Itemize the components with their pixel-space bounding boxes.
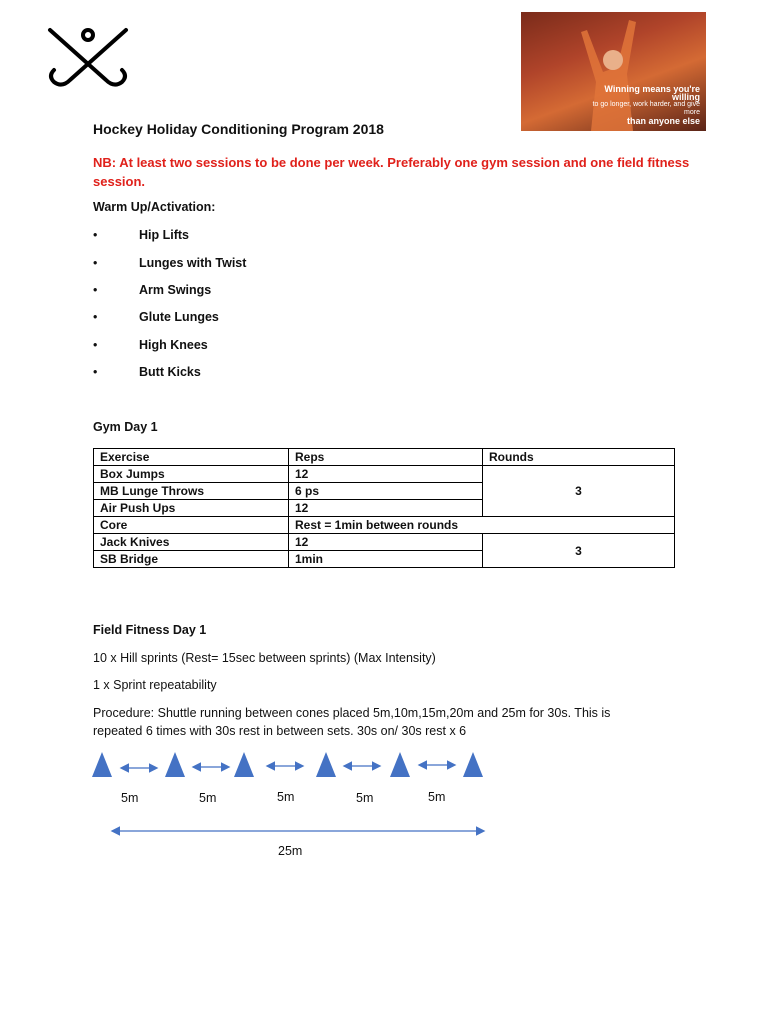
rest-note-cell: Rest = 1min between rounds <box>289 517 675 534</box>
reps-cell: 12 <box>289 534 483 551</box>
motivational-photo <box>521 12 706 131</box>
gym-heading: Gym Day 1 <box>93 420 158 434</box>
exercise-cell: Jack Knives <box>94 534 289 551</box>
bullet-icon: • <box>93 256 98 270</box>
bullet-icon: • <box>93 338 98 352</box>
hill-sprints-text: 10 x Hill sprints (Rest= 15sec between sprints) (Max Intensity) <box>93 651 436 665</box>
rounds-cell: 3 <box>483 534 675 568</box>
distance-label: 5m <box>121 791 139 805</box>
column-header: Reps <box>289 449 483 466</box>
session-note: NB: At least two sessions to be done per week. Preferably one gym session and one field fitness session. <box>93 155 690 189</box>
cone-icon <box>463 752 483 777</box>
reps-cell: 6 ps <box>289 483 483 500</box>
cone-icon <box>92 752 112 777</box>
table-row <box>94 534 675 551</box>
table-header-row <box>94 449 675 466</box>
exercise-cell: Box Jumps <box>94 466 289 483</box>
distance-label: 5m <box>428 790 446 804</box>
warmup-item: Arm Swings <box>139 283 212 297</box>
reps-cell: 12 <box>289 466 483 483</box>
warmup-item: High Knees <box>139 338 208 352</box>
hockey-sticks-logo <box>44 24 132 98</box>
sprint-repeatability-text: 1 x Sprint repeatability <box>93 678 217 692</box>
exercise-cell: Air Push Ups <box>94 500 289 517</box>
total-distance-label: 25m <box>278 844 303 858</box>
table-row <box>94 517 675 534</box>
reps-cell: 1min <box>289 551 483 568</box>
procedure-line-2: repeated 6 times with 30s rest in between sets. 30s on/ 30s rest x 6 <box>93 724 467 738</box>
gym-table <box>93 448 675 568</box>
warmup-item: Butt Kicks <box>139 365 201 379</box>
warmup-heading: Warm Up/Activation: <box>93 200 216 214</box>
procedure-line-1: Procedure: Shuttle running between cones placed 5m,10m,15m,20m and 25m for 30s. This is <box>93 706 611 720</box>
cone-icon <box>316 752 336 777</box>
bullet-icon: • <box>93 365 98 379</box>
bullet-icon: • <box>93 283 98 297</box>
warmup-item: Hip Lifts <box>139 228 189 242</box>
photo-caption: Winning means you're willing to go longer, work harder, and give more than anyone else <box>592 84 700 126</box>
cone-icon <box>390 752 410 777</box>
field-heading: Field Fitness Day 1 <box>93 623 207 637</box>
bullet-icon: • <box>93 228 98 242</box>
exercise-cell: Core <box>94 517 289 534</box>
exercise-cell: SB Bridge <box>94 551 289 568</box>
exercise-cell: MB Lunge Throws <box>94 483 289 500</box>
warmup-item: Lunges with Twist <box>139 256 247 270</box>
distance-label: 5m <box>356 791 374 805</box>
distance-label: 5m <box>277 790 295 804</box>
cone-icon <box>234 752 254 777</box>
table-row <box>94 466 675 483</box>
rounds-cell: 3 <box>483 466 675 517</box>
cone-icon <box>165 752 185 777</box>
warmup-item: Glute Lunges <box>139 310 219 324</box>
page-title: Hockey Holiday Conditioning Program 2018 <box>93 121 384 137</box>
bullet-icon: • <box>93 310 98 324</box>
column-header: Exercise <box>94 449 289 466</box>
column-header: Rounds <box>483 449 675 466</box>
reps-cell: 12 <box>289 500 483 517</box>
distance-label: 5m <box>199 791 217 805</box>
